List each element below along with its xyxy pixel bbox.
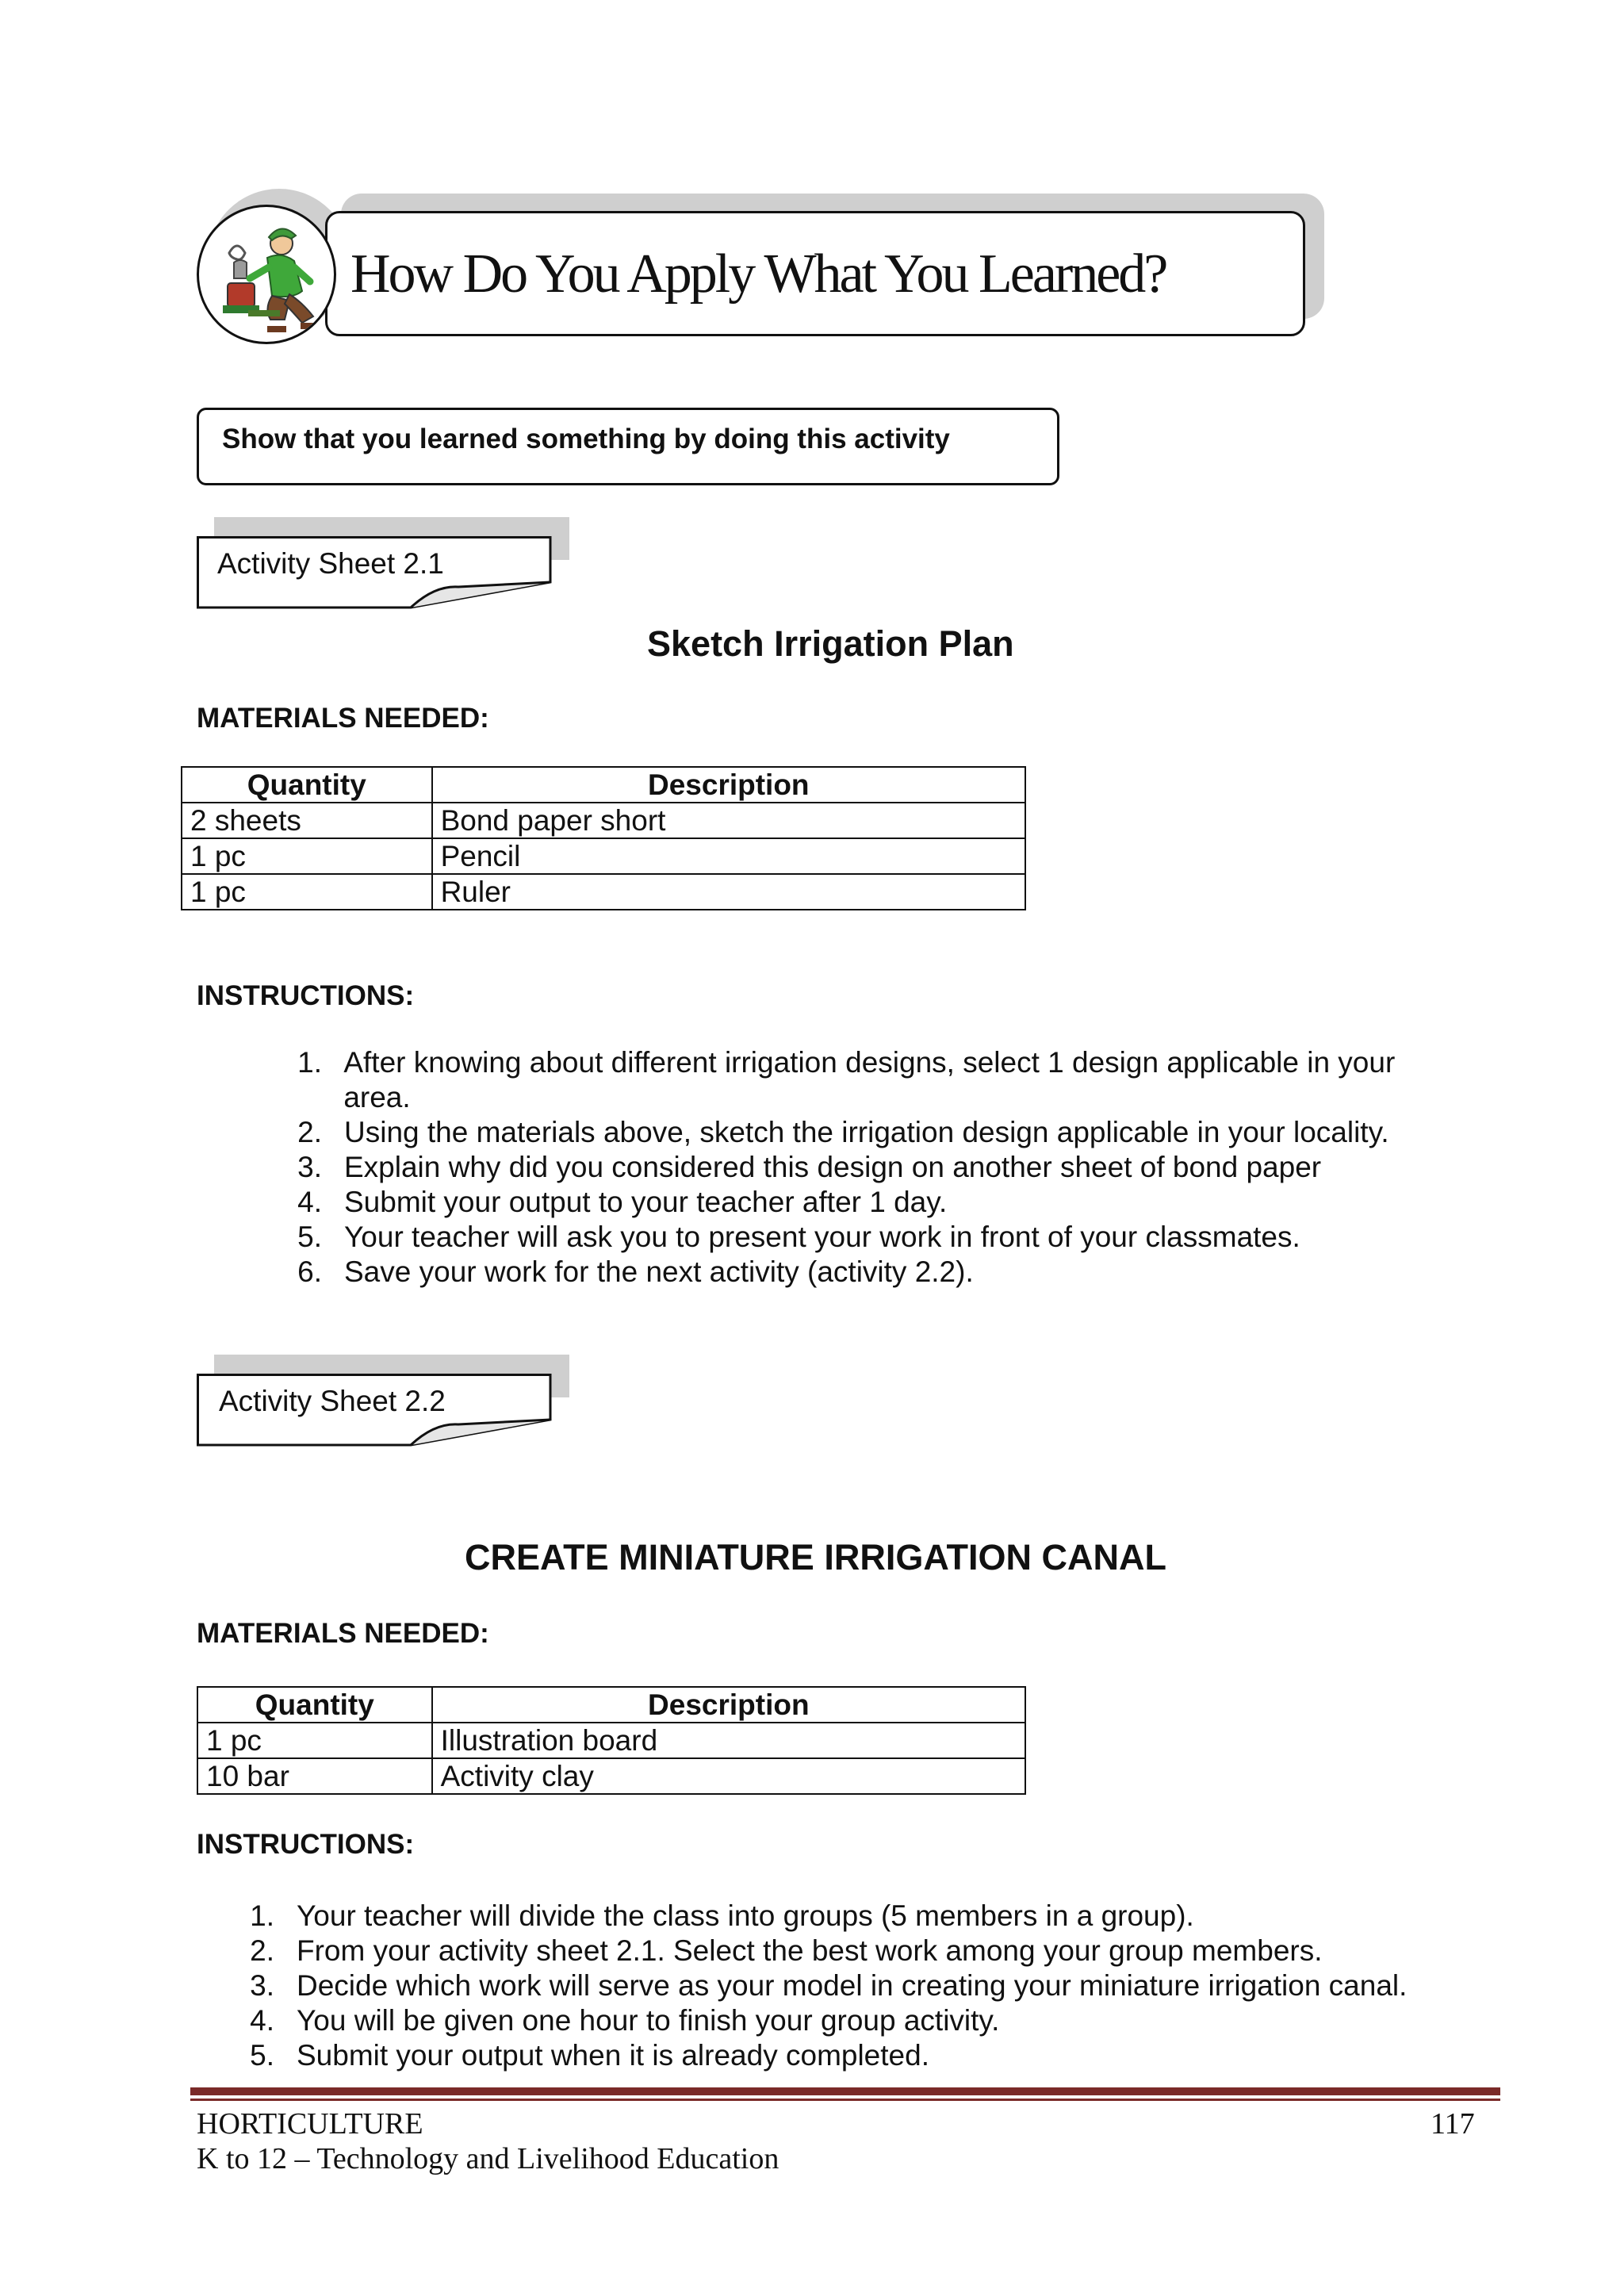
description-cell: Pencil (432, 838, 1025, 874)
activity-title: Sketch Irrigation Plan (647, 623, 1014, 664)
page-number: 117 (1431, 2107, 1475, 2141)
footer-rule-thin (190, 2099, 1500, 2101)
footer-subject: HORTICULTURE (197, 2107, 423, 2141)
footer-course: K to 12 – Technology and Livelihood Education (197, 2142, 779, 2175)
instructions-heading: INSTRUCTIONS: (197, 1829, 415, 1860)
table-row (182, 874, 1025, 910)
materials-heading: MATERIALS NEEDED: (197, 703, 489, 734)
gardener-clipart-icon (197, 205, 336, 344)
list-item: 3. Explain why did you considered this design on another sheet of bond paper (297, 1151, 1322, 1183)
list-item: 1. After knowing about different irrigation designs, select 1 design applicable in your area. (297, 1046, 1396, 1114)
table-header-row (197, 1687, 1025, 1723)
list-item: 5. Your teacher will ask you to present your work in front of your classmates. (297, 1221, 1300, 1253)
list-item: 6. Save your work for the next activity (activity 2.2). (297, 1255, 974, 1288)
list-item: 4. Submit your output to your teacher after 1 day. (297, 1186, 948, 1218)
table-row (182, 803, 1025, 838)
activity-sheet-label: Activity Sheet 2.1 (217, 547, 444, 580)
column-header-description: Description (432, 1687, 1025, 1723)
list-item: 2. Using the materials above, sketch the irrigation design applicable in your locality. (297, 1116, 1389, 1148)
activity-sheet-label: Activity Sheet 2.2 (219, 1385, 446, 1417)
instructions-list (238, 1899, 1475, 2073)
quantity-cell: 2 sheets (182, 803, 432, 838)
column-header-quantity: Quantity (182, 767, 432, 803)
description-cell: Illustration board (432, 1723, 1025, 1758)
list-item: 4. You will be given one hour to finish your group activity. (250, 2004, 1000, 2037)
table-row (182, 838, 1025, 874)
column-header-description: Description (432, 767, 1025, 803)
materials-heading: MATERIALS NEEDED: (197, 1618, 489, 1649)
activity-title: CREATE MINIATURE IRRIGATION CANAL (465, 1537, 1166, 1577)
quantity-cell: 1 pc (197, 1723, 432, 1758)
quantity-cell: 1 pc (182, 838, 432, 874)
list-item: 2. From your activity sheet 2.1. Select the best work among your group members. (250, 1934, 1323, 1967)
materials-table (181, 766, 1026, 910)
list-item: 3. Decide which work will serve as your model in creating your miniature irrigation canal. (250, 1969, 1408, 2002)
footer-rule (190, 2087, 1500, 2095)
list-item: 1. Your teacher will divide the class into groups (5 members in a group). (250, 1899, 1194, 1932)
description-cell: Bond paper short (432, 803, 1025, 838)
table-header-row (182, 767, 1025, 803)
instructions-list (285, 1045, 1443, 1290)
description-cell: Ruler (432, 874, 1025, 910)
table-row (197, 1758, 1025, 1794)
page-title: How Do You Apply What You Learned? (350, 243, 1166, 305)
quantity-cell: 10 bar (197, 1758, 432, 1794)
list-item: 5. Submit your output when it is already completed. (250, 2039, 929, 2072)
table-row (197, 1723, 1025, 1758)
instructions-heading: INSTRUCTIONS: (197, 980, 415, 1011)
column-header-quantity: Quantity (197, 1687, 432, 1723)
intro-text: Show that you learned something by doing this activity (222, 424, 950, 454)
description-cell: Activity clay (432, 1758, 1025, 1794)
quantity-cell: 1 pc (182, 874, 432, 910)
materials-table (197, 1686, 1026, 1795)
